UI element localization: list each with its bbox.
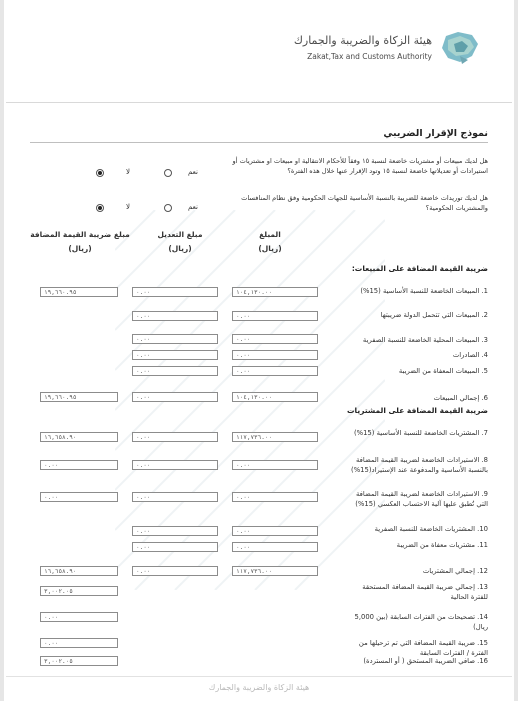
q2-no-label: لا <box>126 203 130 211</box>
row-8-vat[interactable]: ٠.٠٠ <box>40 460 118 470</box>
question-1: هل لديك مبيعات أو مشتريات خاضعة لنسبة ١٥ وفقاً للأحكام الانتقالية او مبيعات او مشتريات أو استيرادات أو تعديلاتها خاضعة لنسبة ١٥ وتود الإقرار عنها خلال هذه الفترة؟ <box>232 157 488 175</box>
row-14-label: 14. تصحيحات من الفترات السابقة (بين 5,000 ريال) <box>354 613 488 631</box>
org-name-english: Zakat,Tax and Customs Authority <box>307 52 432 61</box>
vat-column-header <box>30 228 130 256</box>
row-2-label: 2. المبيعات التي تتحمل الدولة ضريبتها <box>380 311 488 319</box>
row-6-label: 6. إجمالي المبيعات <box>433 394 488 402</box>
title-divider <box>30 142 488 143</box>
row-2-adjustment[interactable]: ٠.٠٠ <box>132 311 218 321</box>
vat-column-title: مبلغ ضريبة القيمة المضافة <box>30 230 130 239</box>
row-3-adjustment[interactable]: ٠.٠٠ <box>132 334 218 344</box>
amount-column-header <box>230 228 310 256</box>
row-9-adjustment[interactable]: ٠.٠٠ <box>132 492 218 502</box>
footer-org-name: هيئة الزكاة والضريبة والجمارك <box>208 683 310 692</box>
q1-yes-label: نعم <box>188 168 198 176</box>
row-7-amount[interactable]: ١١٧,٧٣٦.٠٠ <box>232 432 318 442</box>
row-8-label: 8. الاستيرادات الخاضعة لضريبة القيمة المضافة بالنسبة الأساسية والمدفوعة عند الإستيراد(15%) <box>351 456 488 474</box>
zatca-logo <box>286 30 486 74</box>
row-3-amount[interactable]: ٠.٠٠ <box>232 334 318 344</box>
page-header <box>6 0 512 103</box>
page-edge-right <box>514 0 518 701</box>
page-footer <box>6 676 512 701</box>
row-1-label: 1. المبيعات الخاضعة للنسبة الأساسية (15%) <box>360 287 488 295</box>
org-name-arabic: هيئة الزكاة والضريبة والجمارك <box>293 34 432 47</box>
vat-column-currency: (ريال) <box>68 244 92 253</box>
q1-no-label: لا <box>126 168 130 176</box>
row-10-amount[interactable]: ٠.٠٠ <box>232 526 318 536</box>
page-edge-left <box>0 0 4 701</box>
zatca-logo-icon <box>438 30 482 66</box>
row-15-label: 15. ضريبة القيمة المضافة التي تم ترحيلها من الفترة / الفترات السابقة <box>358 639 488 657</box>
row-4-label: 4. الصادرات <box>452 351 488 359</box>
row-6-amount[interactable]: ١٠٤,١٣٠.٠٠ <box>232 392 318 402</box>
q1-yes-radio[interactable] <box>164 169 172 177</box>
row-7-label: 7. المشتريات الخاضعة للنسبة الأساسية (15%) <box>353 429 488 437</box>
question-2: هل لديك توريدات خاضعة للضريبة بالنسبة الأساسية للجهات الحكومية وفق نظام المنافسات والمشتريات الحكومية؟ <box>241 194 488 212</box>
amount-column-currency: (ريال) <box>258 244 282 253</box>
row-3-label: 3. المبيعات المحلية الخاضعة للنسبة الصفرية <box>362 336 488 344</box>
row-1-vat[interactable]: ١٩,٦٦٠.٩٥ <box>40 287 118 297</box>
row-9-amount[interactable]: ٠.٠٠ <box>232 492 318 502</box>
row-13-vat[interactable]: ٣,٠٠٢.٠٥ <box>40 586 118 596</box>
row-2-amount[interactable]: ٠.٠٠ <box>232 311 318 321</box>
row-4-adjustment[interactable]: ٠.٠٠ <box>132 350 218 360</box>
row-12-label: 12. إجمالي المشتريات <box>422 567 488 575</box>
row-16-vat[interactable]: ٣,٠٠٢.٠٥ <box>40 656 118 666</box>
row-12-vat[interactable]: ١٦,٦٥٨.٩٠ <box>40 566 118 576</box>
row-1-amount[interactable]: ١٠٤,١٣٠.٠٠ <box>232 287 318 297</box>
row-5-amount[interactable]: ٠.٠٠ <box>232 366 318 376</box>
adjustment-column-currency: (ريال) <box>168 244 192 253</box>
row-10-label: 10. المشتريات الخاضعة للنسبة الصفرية <box>374 525 488 533</box>
row-7-adjustment[interactable]: ٠.٠٠ <box>132 432 218 442</box>
row-11-label: 11. مشتريات معفاة من الضريبة <box>396 541 488 549</box>
q2-yes-label: نعم <box>188 203 198 211</box>
row-15-vat[interactable]: ٠.٠٠ <box>40 638 118 648</box>
amount-column-title: المبلغ <box>259 230 281 239</box>
row-7-vat[interactable]: ١٦,٦٥٨.٩٠ <box>40 432 118 442</box>
row-6-vat[interactable]: ١٩,٦٦٠.٩٥ <box>40 392 118 402</box>
row-10-adjustment[interactable]: ٠.٠٠ <box>132 526 218 536</box>
row-16-label: 16. صافي الضريبة المستحق ( أو المستردة) <box>363 657 488 665</box>
row-4-amount[interactable]: ٠.٠٠ <box>232 350 318 360</box>
row-1-adjustment[interactable]: ٠.٠٠ <box>132 287 218 297</box>
q1-no-radio[interactable] <box>96 169 104 177</box>
form-title: نموذج الإقرار الضريبي <box>383 128 488 139</box>
row-11-adjustment[interactable]: ٠.٠٠ <box>132 542 218 552</box>
row-9-label: 9. الاستيرادات الخاضعة لضريبة القيمة المضافة التي تُطبق عليها آلية الاحتساب العكسي (15%) <box>355 490 488 508</box>
row-12-adjustment[interactable]: ٠.٠٠ <box>132 566 218 576</box>
row-8-adjustment[interactable]: ٠.٠٠ <box>132 460 218 470</box>
row-9-vat[interactable]: ٠.٠٠ <box>40 492 118 502</box>
row-12-amount[interactable]: ١١٧,٧٣٦.٠٠ <box>232 566 318 576</box>
row-6-adjustment[interactable]: ٠.٠٠ <box>132 392 218 402</box>
row-8-amount[interactable]: ٠.٠٠ <box>232 460 318 470</box>
q2-yes-radio[interactable] <box>164 204 172 212</box>
row-11-amount[interactable]: ٠.٠٠ <box>232 542 318 552</box>
row-13-label: 13. إجمالي ضريبة القيمة المضافة المستحقة للفترة الحالية <box>362 583 488 601</box>
row-5-label: 5. المبيعات المعفاة من الضريبة <box>398 367 488 375</box>
purchases-heading: ضريبة القيمة المضافة على المشتريات <box>346 406 488 415</box>
row-14-vat[interactable]: ٠.٠٠ <box>40 612 118 622</box>
adjustment-column-header <box>140 228 220 256</box>
sales-heading: ضريبة القيمة المضافة على المبيعات: <box>351 264 488 273</box>
row-5-adjustment[interactable]: ٠.٠٠ <box>132 366 218 376</box>
adjustment-column-title: مبلغ التعديل <box>157 230 203 239</box>
q2-no-radio[interactable] <box>96 204 104 212</box>
